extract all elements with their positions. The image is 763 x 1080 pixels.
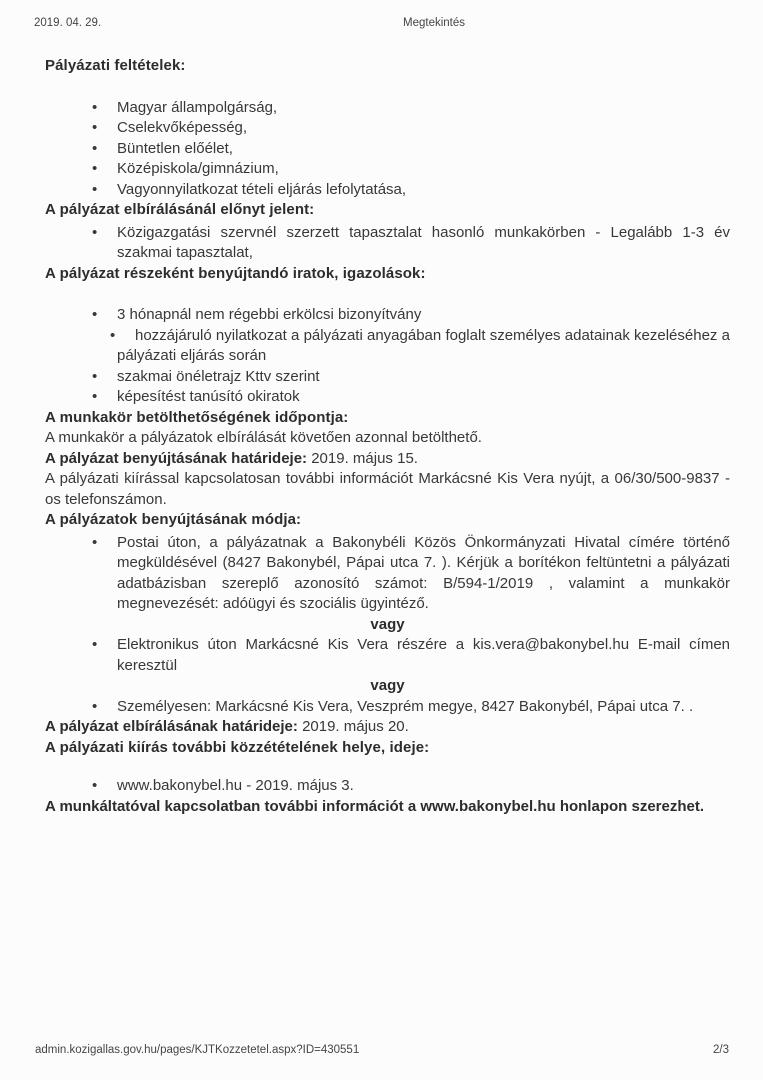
list-item [45, 776, 730, 797]
list-item [45, 326, 730, 367]
decision-deadline [45, 717, 730, 738]
bullet-icon: • [92, 636, 98, 653]
bullet-icon: • [92, 98, 98, 116]
bullet-icon: • [92, 388, 98, 405]
list-item-text: Középiskola/gimnázium, [117, 160, 279, 177]
list-item [45, 98, 730, 119]
publication-heading: A pályázati kiírás további közzétételének helye, ideje: [45, 738, 430, 756]
bullet-icon: • [92, 160, 98, 177]
documents-heading: A pályázat részeként benyújtandó iratok, igazolások: [45, 264, 426, 282]
bullet-icon: • [92, 119, 98, 136]
submission-method-list [45, 533, 730, 718]
list-item [45, 118, 730, 139]
list-item-text: Cselekvőképesség, [117, 119, 248, 136]
bullet-icon: • [92, 306, 98, 323]
list-item [45, 180, 730, 201]
list-item [45, 305, 730, 326]
list-item-text: Vagyonnyilatkozat tételi eljárás lefolytatása, [117, 180, 407, 198]
list-item-text: www.bakonybel.hu - 2019. május 3. [117, 777, 354, 794]
bullet-icon: • [92, 180, 98, 198]
bullet-icon: • [92, 777, 98, 794]
bullet-icon: • [92, 533, 98, 551]
list-item-text: Büntetlen előélet, [117, 139, 233, 157]
start-date-text: A munkakör a pályázatok elbírálását követően azonnal betölthető. [45, 429, 482, 446]
footer-source-url: admin.kozigallas.gov.hu/pages/KJTKozzetetel.aspx?ID=430551 [35, 1044, 360, 1056]
list-item [45, 367, 730, 388]
list-item [45, 533, 730, 615]
list-item [45, 697, 730, 718]
conditions-heading: Pályázati feltételek: [45, 57, 186, 74]
documents-list [45, 305, 730, 408]
list-item [45, 139, 730, 160]
contact-info-text: A pályázati kiírással kapcsolatosan további információt Markácsné Kis Vera nyújt, a 06/30/500-9837 -os telefonszámon. [45, 470, 730, 508]
footer-page-number: 2/3 [713, 1044, 729, 1056]
list-item-text: képesítést tanúsító okiratok [117, 388, 300, 405]
conditions-list [45, 98, 730, 201]
bullet-icon: • [92, 139, 98, 157]
publication-list [45, 776, 730, 797]
employer-info-text: A munkáltatóval kapcsolatban további információt a www.bakonybel.hu honlapon szerezhet. [45, 797, 705, 815]
list-item-text: Magyar állampolgárság, [117, 98, 278, 116]
submission-deadline-label: A pályázat benyújtásának határideje: [45, 449, 308, 467]
header-print-date: 2019. 04. 29. [34, 17, 102, 29]
list-item [45, 223, 730, 264]
list-item-text: Közigazgatási szervnél szerzett tapasztalat hasonló munkakörben - Legalább 1-3 év szakmai tapasztalat, [117, 223, 730, 261]
or-separator: vagy [370, 615, 405, 633]
submission-deadline [45, 449, 730, 470]
bullet-icon: • [110, 326, 116, 344]
submission-method-heading: A pályázatok benyújtásának módja: [45, 511, 302, 528]
bullet-icon: • [92, 223, 98, 241]
advantages-heading: A pályázat elbírálásánál előnyt jelent: [45, 201, 315, 218]
start-date-heading: A munkakör betölthetőségének időpontja: [45, 408, 349, 426]
list-item-text: Elektronikus úton Markácsné Kis Vera részére a kis.vera@bakonybel.hu E-mail címen keresztül [117, 636, 730, 674]
list-item-text: szakmai önéletrajz Kttv szerint [117, 367, 320, 385]
advantages-list [45, 223, 730, 264]
bullet-icon: • [92, 367, 98, 385]
submission-deadline-value: 2019. május 15. [311, 449, 418, 467]
list-item-text: 3 hónapnál nem régebbi erkölcsi bizonyítvány [117, 306, 422, 323]
decision-deadline-label: A pályázat elbírálásának határideje: [45, 718, 298, 735]
list-item [45, 159, 730, 180]
list-item [45, 635, 730, 676]
list-item-text: hozzájáruló nyilatkozat a pályázati anyagában foglalt személyes adatainak kezeléséhez a pályázati eljárás során [117, 326, 730, 364]
list-item-text: Személyesen: Markácsné Kis Vera, Veszprém megye, 8427 Bakonybél, Pápai utca 7. . [117, 697, 694, 715]
bullet-icon: • [92, 697, 98, 715]
decision-deadline-value: 2019. május 20. [302, 718, 409, 735]
list-item-text: Postai úton, a pályázatnak a Bakonybéli Közös Önkormányzati Hivatal címére történő megküldésével (8427 Bakonybél, Pápai utca 7. ). Kérjük a borítékon feltüntetni a pályázati adatbázisban szereplő azonosító számot: B/594-1/2019 , valamint a munkakör megnevezését: adóügyi és szociális ügyintéző. [117, 533, 730, 612]
list-item [45, 387, 730, 408]
header-view-title: Megtekintés [403, 17, 466, 29]
or-separator: vagy [370, 677, 405, 694]
